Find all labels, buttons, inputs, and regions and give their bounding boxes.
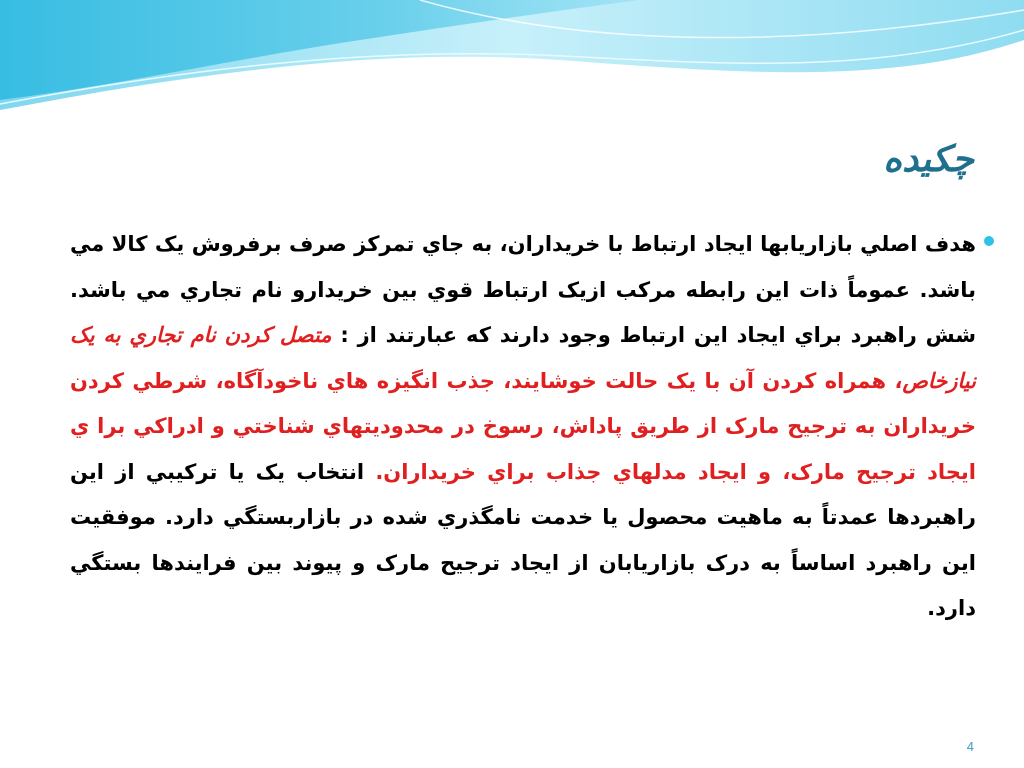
slide-title: چكيده — [883, 138, 974, 180]
paragraph-intro: هدف اصلي بازاريابها ايجاد ارتباط با خريداران، به جاي تمركز صرف برفروش يک کالا مي باشد. عموماً ذات اين رابطه مركب ازيک ارتباط قوي بين خريدارو نام تجاري مي باشد. شش راهبرد براي ايجاد اين ارتباط وجود دارند که عبارتند از : — [70, 232, 976, 347]
bullet-icon — [984, 236, 994, 246]
paragraph-outro: انتخاب يک يا تركيبي از اين راهبردها عمدتاً به ماهيت محصول يا خدمت نامگذري شده در بازاربستگي دارد. موفقيت اين راهبرد اساساً به درک بازاريابان از ايجاد ترجيح مارک و پيوند بين فرايندها بستگي دارد. — [70, 459, 976, 620]
header-wave-decoration — [0, 0, 1024, 130]
highlight-strategy-first: متصل کردن نام تجاري به يک نيازخاص — [70, 323, 976, 393]
abstract-paragraph — [70, 222, 976, 632]
page-number: 4 — [966, 739, 974, 754]
abstract-body — [70, 222, 976, 632]
highlight-strategies-rest: ، همراه کردن آن با يک حالت خوشايند، جذب انگيزه هاي ناخودآگاه، شرطي کردن خريداران به ترجيح مارک از طريق پاداش، رسوخ در محدوديتهاي شناختي و ادراكي برا ي ايجاد ترجيح مارک، و ايجاد مدلهاي جذاب براي خريداران. — [70, 368, 977, 484]
